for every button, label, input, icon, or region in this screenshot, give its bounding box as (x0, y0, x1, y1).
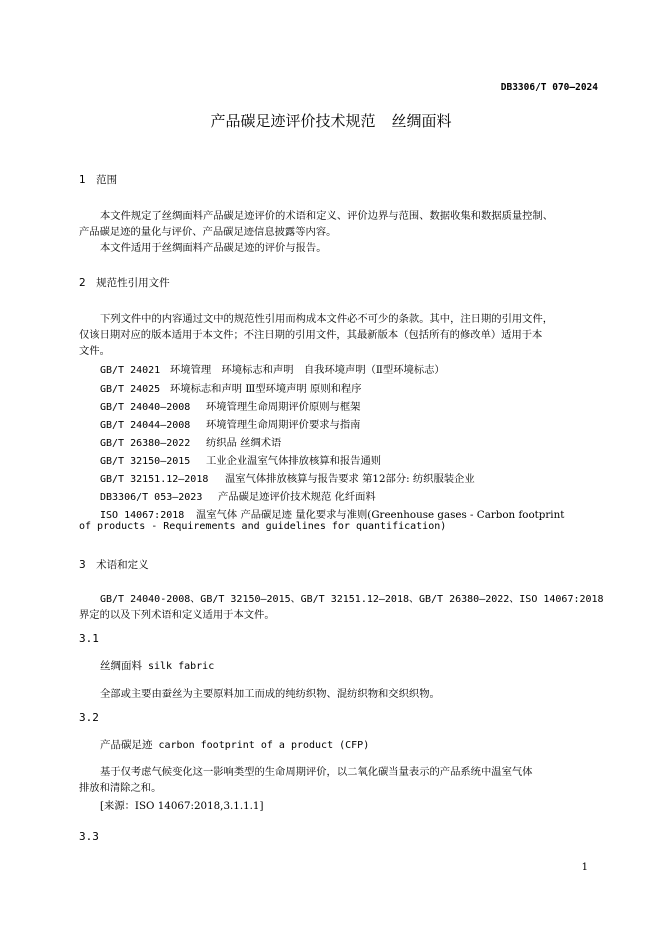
term-heading (100, 658, 214, 673)
reference-item (100, 416, 360, 431)
reference-code: DB3306/T 053—2023 (100, 492, 203, 503)
section-1-heading: 1 范围 (79, 174, 118, 186)
reference-item (100, 470, 475, 485)
term-chinese: 产品碳足迹 (100, 739, 153, 751)
reference-title: 温室气体排放核算与报告要求 第12部分: 纺织服装企业 (225, 473, 475, 485)
reference-item (100, 361, 445, 376)
section-3-intro-line-1: GB/T 24040-2008、GB/T 32150—2015、GB/T 32151.12—2018、GB/T 26380—2022、ISO 14067:2018 (100, 594, 604, 605)
term-number: 3.3 (79, 830, 99, 843)
section-3-intro-line-2: 界定的以及下列术语和定义适用于本文件。 (79, 609, 275, 621)
section-2-heading: 2 规范性引用文件 (79, 277, 170, 289)
document-title (0, 110, 662, 131)
section-1-para-2: 本文件适用于丝绸面料产品碳足迹的评价与报告。 (100, 242, 327, 254)
reference-code: GB/T 24040—2008 (100, 402, 191, 413)
reference-item (100, 452, 381, 467)
reference-title: 温室气体 产品碳足迹 量化要求与准则(Greenhouse gases - Carbon footprint (196, 509, 565, 521)
term-english: carbon footprint of a product (CFP) (158, 740, 370, 751)
term-chinese: 丝绸面料 (100, 660, 142, 672)
section-2-intro-line-1: 下列文件中的内容通过文中的规范性引用而构成本文件必不可少的条款。其中，注日期的引用文件， (100, 313, 554, 325)
term-number: 3.1 (79, 632, 99, 645)
reference-title: 环境标志和声明 Ⅲ型环境声明 原则和程序 (170, 383, 362, 395)
document-code: DB3306/T 070—2024 (500, 82, 598, 93)
section-2-intro-line-2: 仅该日期对应的版本适用于本文件；不注日期的引用文件，其最新版本（包括所有的修改单）适用于本 (79, 329, 543, 341)
reference-title: 纺织品 丝绸术语 (206, 437, 282, 449)
reference-code: GB/T 32151.12—2018 (100, 474, 209, 485)
term-definition: 全部或主要由蚕丝为主要原料加工而成的纯纺织物、混纺织物和交织织物。 (100, 688, 440, 700)
reference-title: 环境管理 环境标志和声明 自我环境声明（Ⅱ型环境标志） (170, 364, 445, 376)
reference-item (100, 488, 376, 503)
section-1-para-1-line-1: 本文件规定了丝绸面料产品碳足迹评价的术语和定义、评价边界与范围、数据收集和数据质量控制、 (100, 210, 554, 222)
section-3-heading: 3 术语和定义 (79, 559, 149, 571)
term-heading (100, 737, 369, 752)
title-sub: 丝绸面料 (391, 112, 452, 130)
term-source: [来源：ISO 14067:2018,3.1.1.1] (100, 800, 264, 812)
reference-code: GB/T 32150—2015 (100, 456, 191, 467)
section-1-para-1-line-2: 产品碳足迹的量化与评价、产品碳足迹信息披露等内容。 (79, 226, 337, 238)
term-definition-line-2: 排放和清除之和。 (79, 782, 162, 794)
reference-title: 环境管理生命周期评价要求与指南 (206, 419, 361, 431)
reference-continuation: of products - Requirements and guidelines for quantification) (79, 521, 447, 532)
reference-item (100, 380, 362, 395)
reference-item (100, 398, 360, 413)
reference-code: GB/T 24025 (100, 384, 161, 395)
reference-title: 环境管理生命周期评价原则与框架 (206, 401, 361, 413)
reference-code: ISO 14067:2018 (100, 510, 185, 521)
reference-code: GB/T 24021 (100, 365, 161, 376)
reference-item (100, 506, 564, 521)
reference-item (100, 434, 281, 449)
page-number: 1 (581, 862, 588, 873)
term-english: silk fabric (148, 661, 215, 672)
term-number: 3.2 (79, 711, 99, 724)
section-2-intro-line-3: 文件。 (79, 345, 110, 357)
title-main: 产品碳足迹评价技术规范 (210, 112, 376, 130)
reference-code: GB/T 24044—2008 (100, 420, 191, 431)
reference-title: 产品碳足迹评价技术规范 化纤面料 (218, 491, 376, 503)
reference-code: GB/T 26380—2022 (100, 438, 191, 449)
reference-title: 工业企业温室气体排放核算和报告通则 (206, 455, 382, 467)
term-definition-line-1: 基于仅考虑气候变化这一影响类型的生命周期评价，以二氧化碳当量表示的产品系统中温室气体 (100, 766, 533, 778)
